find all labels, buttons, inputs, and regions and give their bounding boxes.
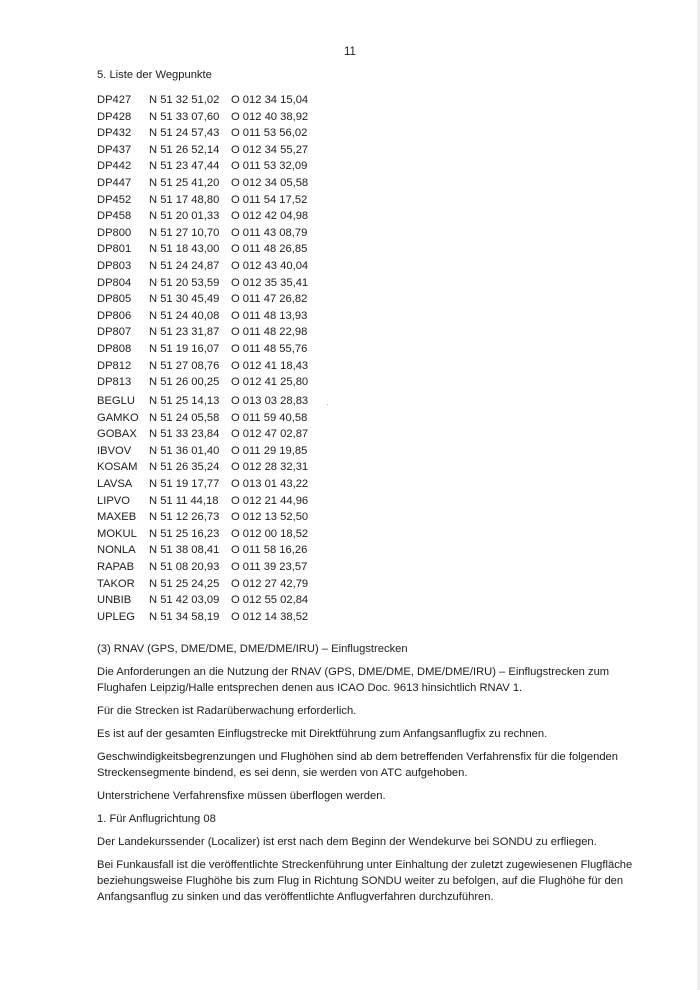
waypoint-latitude: N 51 24 05,58 [149,411,220,424]
waypoint-row [97,426,308,443]
waypoint-latitude: N 51 42 03,09 [149,594,220,607]
waypoint-row [97,158,308,175]
waypoint-longitude: O 012 27 42,79 [231,577,309,590]
waypoint-longitude: O 012 34 15,04 [231,94,309,106]
waypoint-id: DP458 [97,210,132,223]
waypoint-latitude: N 51 34 58,19 [149,610,220,623]
waypoint-longitude: O 012 35 35,41 [231,276,309,289]
waypoint-latitude: N 51 25 16,23 [149,527,220,540]
waypoint-row [97,576,308,593]
waypoint-id: BEGLU [97,395,135,407]
waypoint-latitude: N 51 24 40,08 [149,309,220,322]
scan-speck [327,404,328,405]
waypoint-id: DP427 [97,94,132,106]
waypoint-row [97,493,308,510]
waypoint-latitude: N 51 36 01,40 [149,444,220,457]
waypoint-longitude: O 012 43 40,04 [231,259,309,272]
waypoint-longitude: O 012 13 52,50 [231,511,309,524]
subsection-heading: 1. Für Anflugrichtung 08 [97,813,216,825]
waypoint-latitude: N 51 20 01,33 [149,210,220,223]
waypoint-latitude: N 51 38 08,41 [149,544,220,557]
waypoint-latitude: N 51 11 44,18 [149,494,219,507]
waypoint-row [97,410,308,427]
waypoint-id: KOSAM [97,461,138,474]
waypoint-latitude: N 51 27 10,70 [149,226,220,239]
waypoint-longitude: O 011 43 08,79 [231,226,308,239]
waypoint-row [97,258,308,275]
waypoint-row [97,609,308,626]
paragraph: Unterstrichene Verfahrensfixe müssen überflogen werden. [97,790,386,802]
waypoint-latitude: N 51 08 20,93 [149,560,220,573]
waypoint-longitude: O 011 48 55,76 [231,342,308,355]
waypoint-table-named [97,393,308,625]
waypoint-id: DP803 [97,259,132,272]
waypoint-row [97,142,308,159]
waypoint-longitude: O 011 48 13,93 [231,309,308,322]
waypoint-latitude: N 51 25 24,25 [149,577,220,590]
waypoint-id: DP807 [97,326,132,339]
waypoint-row [97,542,308,559]
waypoint-row [97,275,308,292]
waypoint-latitude: N 51 33 23,84 [149,428,220,441]
page-number: 11 [344,46,356,58]
waypoint-latitude: N 51 25 14,13 [149,395,220,407]
waypoint-row [97,291,308,308]
waypoint-longitude: O 011 54 17,52 [231,193,308,206]
waypoint-row [97,308,308,325]
paragraph: Der Landekurssender (Localizer) ist erst nach dem Beginn der Wendekurve bei SONDU zu erfliegen. [97,836,597,848]
waypoint-row [97,592,308,609]
waypoint-row [97,459,308,476]
waypoint-id: GAMKO [97,411,139,424]
waypoint-id: MOKUL [97,527,137,540]
waypoint-longitude: O 011 29 19,85 [231,444,308,457]
waypoint-longitude: O 012 34 05,58 [231,176,309,189]
waypoint-longitude: O 011 48 26,85 [231,243,308,256]
waypoint-id: LAVSA [97,477,133,490]
waypoint-id: DP428 [97,110,132,123]
waypoint-longitude: O 012 34 55,27 [231,143,309,156]
waypoint-id: DP812 [97,359,132,372]
paragraph: Geschwindigkeitsbegrenzungen und Flughöhen sind ab dem betreffenden Verfahrensfix für die folgenden Streckensegmente bindend, es sei denn, sie werden von ATC aufgehoben. [97,751,618,779]
waypoint-id: LIPVO [97,494,130,507]
section-title: 5. Liste der Wegpunkte [97,69,212,81]
waypoint-latitude: N 51 12 26,73 [149,511,220,524]
paragraph: Die Anforderungen an die Nutzung der RNAV (GPS, DME/DME, DME/DME/IRU) – Einflugstrecken zum Flughafen Leipzig/Halle entsprechen denen aus ICAO Doc. 9613 hinsichtlich RNAV 1. [97,666,610,694]
waypoint-id: DP800 [97,226,132,239]
subsection-heading: (3) RNAV (GPS, DME/DME, DME/DME/IRU) – Einflugstrecken [97,643,408,655]
waypoint-id: MAXEB [97,511,137,524]
waypoint-id: DP804 [97,276,132,289]
waypoint-longitude: O 011 53 56,02 [231,127,308,140]
waypoint-latitude: N 51 32 51,02 [149,94,220,106]
waypoint-row [97,125,308,142]
waypoint-row [97,443,308,460]
waypoint-longitude: O 011 59 40,58 [231,411,308,424]
waypoint-latitude: N 51 23 31,87 [149,326,220,339]
waypoint-longitude: O 011 53 32,09 [231,160,308,173]
waypoint-longitude: O 011 58 16,26 [231,544,308,557]
waypoint-id: DP806 [97,309,132,322]
waypoint-longitude: O 012 42 04,98 [231,210,309,223]
waypoint-id: DP432 [97,127,132,140]
waypoint-latitude: N 51 26 35,24 [149,461,220,474]
waypoint-longitude: O 012 47 02,87 [231,428,309,441]
waypoint-id: UNBIB [97,594,132,607]
waypoint-latitude: N 51 19 17,77 [149,477,220,490]
waypoint-row [97,208,308,225]
waypoint-row [97,341,308,358]
waypoint-id: DP805 [97,293,132,306]
waypoint-row [97,324,308,341]
waypoint-id: DP437 [97,143,132,156]
waypoint-latitude: N 51 18 43,00 [149,243,220,256]
waypoint-latitude: N 51 25 41,20 [149,176,220,189]
waypoint-id: RAPAB [97,560,135,573]
waypoint-longitude: O 011 47 26,82 [231,293,308,306]
waypoint-id: GOBAX [97,428,137,441]
waypoint-id: DP801 [97,243,132,256]
waypoint-row [97,559,308,576]
waypoint-id: UPLEG [97,610,135,623]
waypoint-latitude: N 51 33 07,60 [149,110,220,123]
waypoint-id: IBVOV [97,444,132,457]
waypoint-longitude: O 013 01 43,22 [231,477,309,490]
waypoint-id: DP452 [97,193,132,206]
waypoint-id: DP813 [97,376,132,389]
waypoint-longitude: O 011 39 23,57 [231,560,308,573]
paragraph: Es ist auf der gesamten Einflugstrecke mit Direktführung zum Anfangsanflugfix zu rechnen. [97,728,548,740]
waypoint-longitude: O 012 00 18,52 [231,527,309,540]
waypoint-row [97,526,308,543]
waypoint-longitude: O 013 03 28,83 [231,395,309,407]
waypoint-latitude: N 51 26 00,25 [149,376,220,389]
waypoint-row [97,476,308,493]
waypoint-latitude: N 51 17 48,80 [149,193,220,206]
waypoint-id: DP442 [97,160,132,173]
waypoint-longitude: O 012 21 44,96 [231,494,309,507]
waypoint-latitude: N 51 23 47,44 [149,160,220,173]
waypoint-row [97,92,308,109]
waypoint-id: TAKOR [97,577,135,590]
waypoint-row [97,393,308,410]
waypoint-latitude: N 51 24 57,43 [149,127,220,140]
waypoint-longitude: O 012 41 18,43 [231,359,309,372]
waypoint-row [97,374,308,391]
waypoint-row [97,241,308,258]
waypoint-longitude: O 012 55 02,84 [231,594,309,607]
waypoint-longitude: O 011 48 22,98 [231,326,308,339]
waypoint-row [97,358,308,375]
waypoint-id: DP447 [97,176,132,189]
paragraph: Bei Funkausfall ist die veröffentlichte Streckenführung unter Einhaltung der zuletzt zugewiesenen Flugfläche beziehungsweise Flughöhe bis zum Flug in Richtung SONDU weiter zu befolgen, auf die Flughöhe für den Anfangsanflug zu sinken und das veröffentlichte Anflugverfahren durchzuführen. [97,859,633,903]
waypoint-row [97,109,308,126]
waypoint-id: DP808 [97,342,132,355]
waypoint-row [97,175,308,192]
waypoint-longitude: O 012 28 32,31 [231,461,309,474]
waypoint-row [97,509,308,526]
paragraph: Für die Strecken ist Radarüberwachung erforderlich. [97,705,357,717]
waypoint-table-dp [97,92,308,391]
waypoint-latitude: N 51 19 16,07 [149,342,220,355]
waypoint-latitude: N 51 24 24,87 [149,259,220,272]
waypoint-id: NONLA [97,544,136,557]
waypoint-latitude: N 51 20 53,59 [149,276,220,289]
waypoint-longitude: O 012 14 38,52 [231,610,309,623]
body-text [97,641,637,912]
waypoint-latitude: N 51 27 08,76 [149,359,220,372]
waypoint-longitude: O 012 41 25,80 [231,376,309,389]
waypoint-row [97,225,308,242]
waypoint-row [97,192,308,209]
waypoint-longitude: O 012 40 38,92 [231,110,309,123]
waypoint-latitude: N 51 26 52,14 [149,143,220,156]
waypoint-latitude: N 51 30 45,49 [149,293,220,306]
